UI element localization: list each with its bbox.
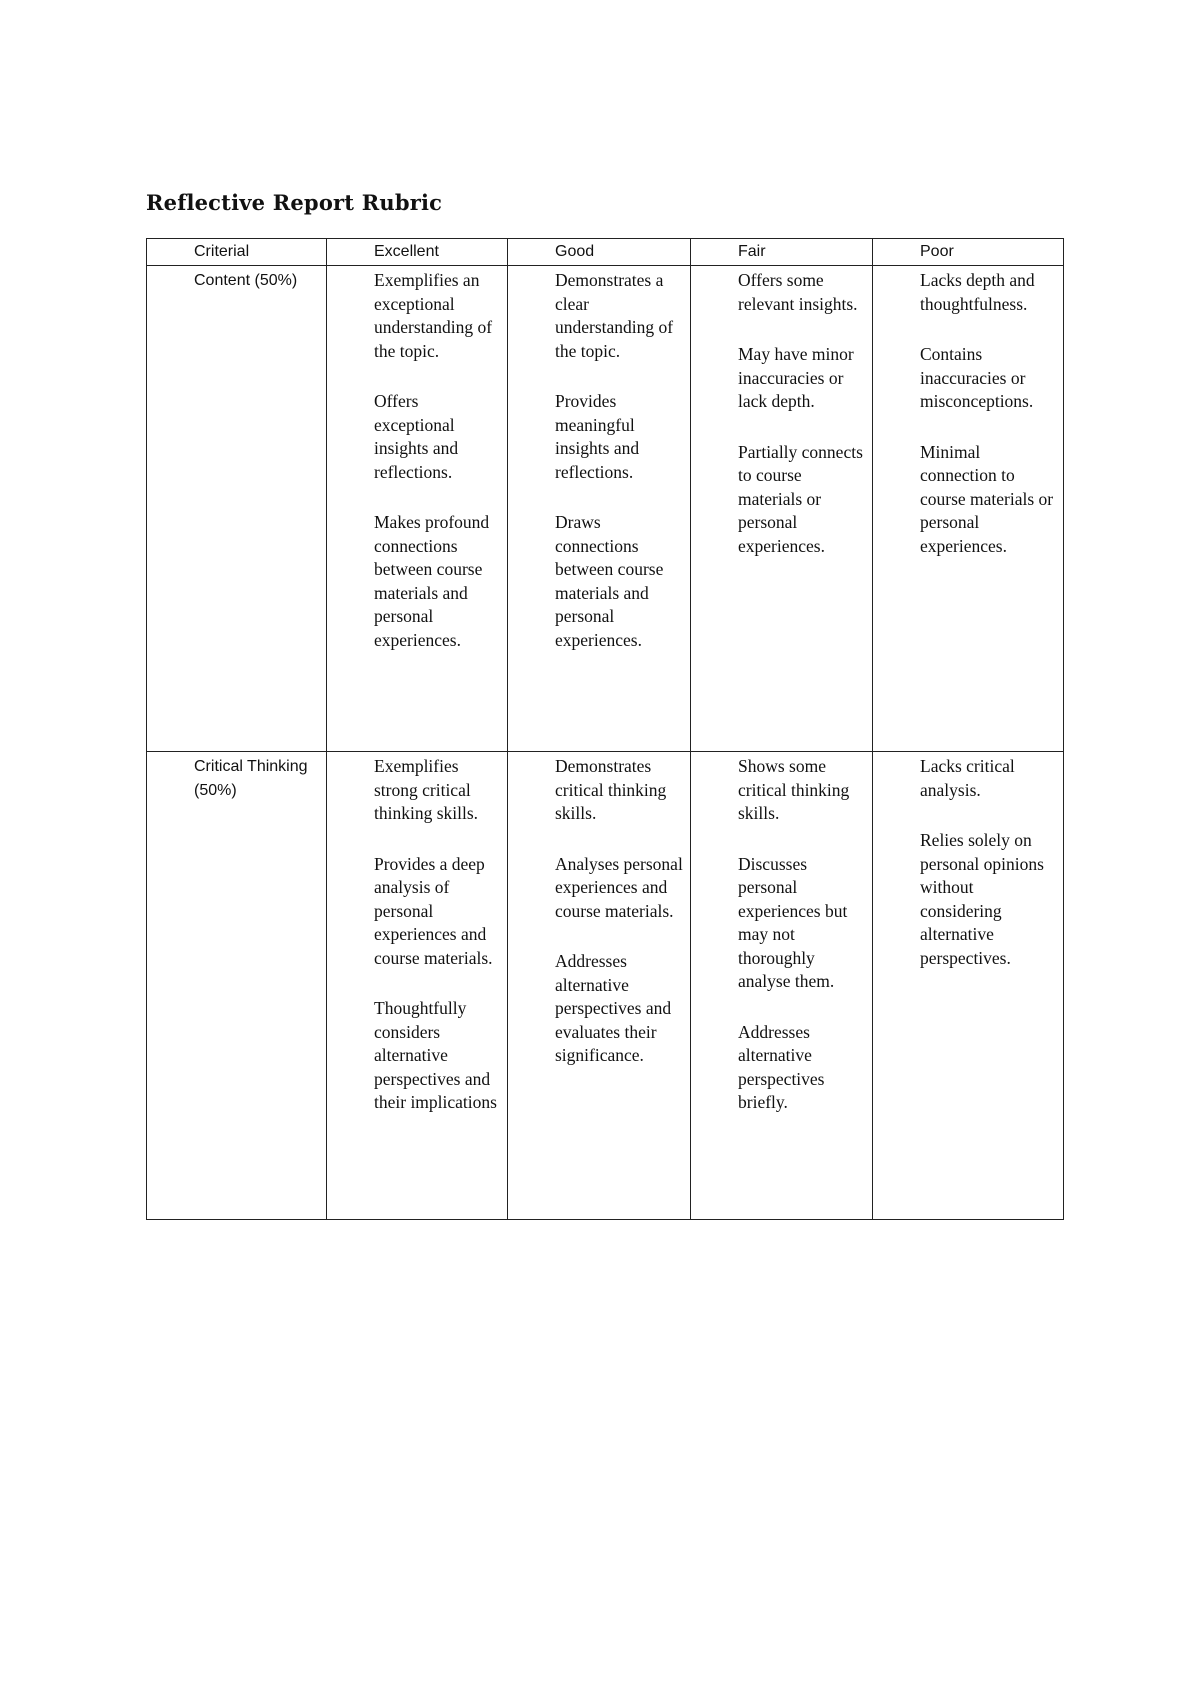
- descriptor: Partially connects to course materials or personal experiences.: [738, 441, 863, 556]
- descriptor: Contains inaccuracies or misconceptions.: [920, 344, 1034, 411]
- cell-content-good: [508, 266, 691, 752]
- table-row-critical-thinking: [147, 752, 1064, 1220]
- descriptor: Minimal connection to course materials or personal experiences.: [920, 441, 1054, 556]
- descriptor: Thoughtfully considers alternative perspectives and their implications: [374, 998, 497, 1112]
- descriptor: Draws connections between course materials and personal experiences.: [555, 512, 664, 650]
- cell-content-poor: [873, 266, 1064, 752]
- criterion-content: Content (50%): [147, 266, 327, 752]
- cell-critical-fair: [691, 752, 873, 1220]
- descriptor: Exemplifies an exceptional understanding of the topic.: [374, 270, 493, 361]
- descriptor: Offers some relevant insights.: [738, 270, 858, 314]
- descriptor: Shows some critical thinking skills.: [738, 756, 850, 823]
- criterion-critical-thinking: Critical Thinking (50%): [147, 752, 327, 1220]
- descriptor: Exemplifies strong critical thinking skills.: [374, 756, 479, 823]
- table-row-content: [147, 266, 1064, 752]
- descriptor: Makes profound connections between course materials and personal experiences.: [374, 512, 490, 650]
- header-good: Good: [508, 239, 691, 266]
- cell-content-fair: [691, 266, 873, 752]
- descriptor: Demonstrates critical thinking skills.: [555, 756, 667, 823]
- header-excellent: Excellent: [327, 239, 508, 266]
- cell-critical-poor: [873, 752, 1064, 1220]
- header-criterial: Criterial: [147, 239, 327, 266]
- descriptor: Lacks depth and thoughtfulness.: [920, 270, 1035, 314]
- rubric-header-row: [147, 239, 1064, 266]
- header-fair: Fair: [691, 239, 873, 266]
- descriptor: Analyses personal experiences and course materials.: [555, 853, 683, 921]
- header-poor: Poor: [873, 239, 1064, 266]
- descriptor: Provides a deep analysis of personal experiences and course materials.: [374, 853, 493, 968]
- cell-critical-good: [508, 752, 691, 1220]
- descriptor: Addresses alternative perspectives and evaluates their significance.: [555, 951, 672, 1065]
- descriptor: Lacks critical analysis.: [920, 756, 1015, 800]
- descriptor: Addresses alternative perspectives briefly.: [738, 1021, 825, 1112]
- descriptor: Discusses personal experiences but may not thoroughly analyse them.: [738, 853, 848, 991]
- descriptor: May have minor inaccuracies or lack depth.: [738, 344, 854, 411]
- descriptor: Provides meaningful insights and reflections.: [555, 391, 640, 482]
- descriptor: Relies solely on personal opinions without considering alternative perspectives.: [920, 830, 1044, 968]
- descriptor: Offers exceptional insights and reflections.: [374, 391, 459, 482]
- cell-critical-excellent: [327, 752, 508, 1220]
- descriptor: Demonstrates a clear understanding of the topic.: [555, 270, 674, 361]
- cell-content-excellent: [327, 266, 508, 752]
- rubric-table: [146, 238, 1064, 1220]
- page-title: Reflective Report Rubric: [146, 190, 443, 215]
